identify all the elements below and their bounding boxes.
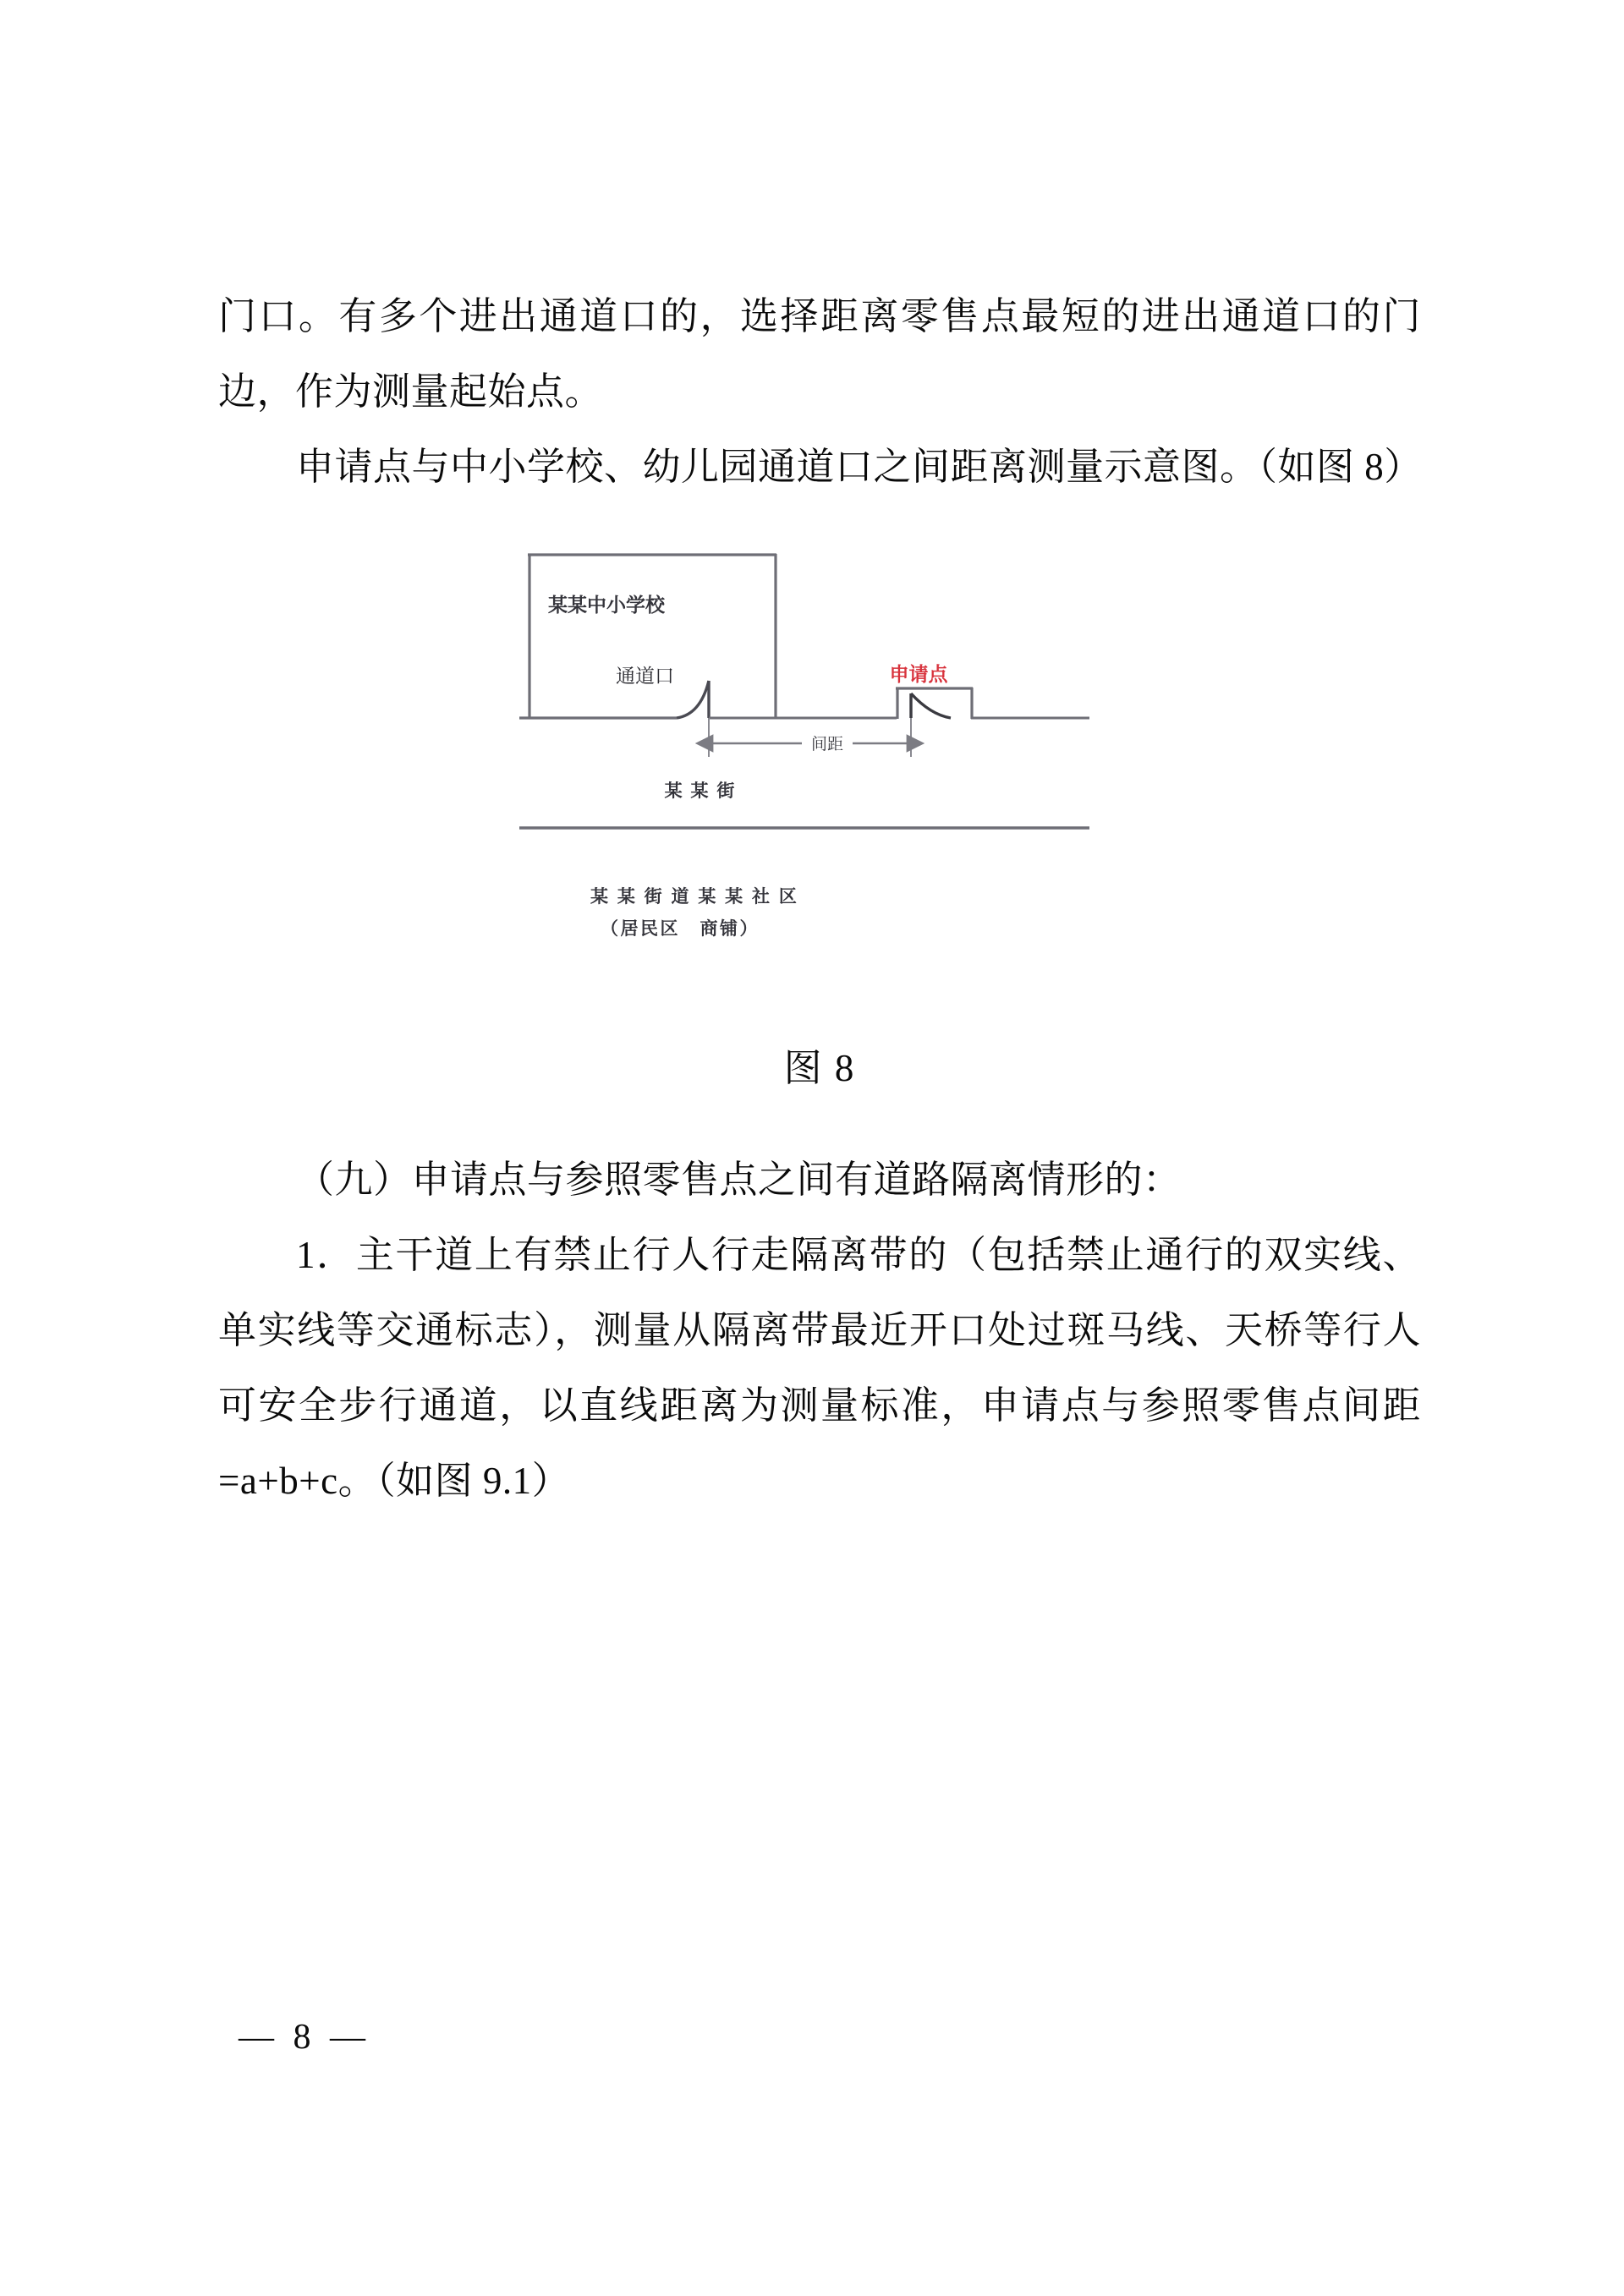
school-distance-diagram — [497, 530, 1106, 1021]
figure-8-caption: 图 8 — [783, 1047, 856, 1089]
figure-8-diagram — [497, 530, 1106, 1021]
shop-swing-arc — [911, 693, 951, 718]
gate-swing-arc — [677, 681, 709, 718]
label-gate: 通道口 — [616, 665, 674, 687]
label-application-point: 申请点 — [889, 663, 948, 685]
label-community-line-1: 某 某 街 道 某 某 社 区 — [590, 887, 799, 907]
paragraph-figure8-intro: 申请点与中小学校、幼儿园通道口之间距离测量示意图。（如图 8） — [296, 446, 1423, 488]
spacer — [218, 1099, 1421, 1143]
page-content — [218, 279, 1421, 1519]
label-community-line-2: （居民区 商铺） — [601, 919, 760, 939]
paragraph-section-nine: （九）申请点与参照零售点之间有道路隔离情形的： — [296, 1159, 1182, 1201]
label-distance: 间距 — [810, 736, 844, 753]
figure-8-container — [218, 505, 1421, 1038]
page-number: — 8 — — [239, 2018, 370, 2057]
label-street-name: 某 某 街 — [664, 781, 737, 801]
label-school: 某某中小学校 — [548, 594, 665, 616]
paragraph-item-1: 1．主干道上有禁止行人行走隔离带的（包括禁止通行的双实线、单实线等交通标志），测量从隔离带最近开口处过斑马线、天桥等行人可安全步行通道，以直线距离为测量标准，申请点与参照零售点间距=a+b+c。（如图 9.1） — [218, 1234, 1421, 1502]
paragraph-continuation: 门口。有多个进出通道口的，选择距离零售点最短的进出通道口的门边，作为测量起始点。 — [218, 295, 1421, 413]
